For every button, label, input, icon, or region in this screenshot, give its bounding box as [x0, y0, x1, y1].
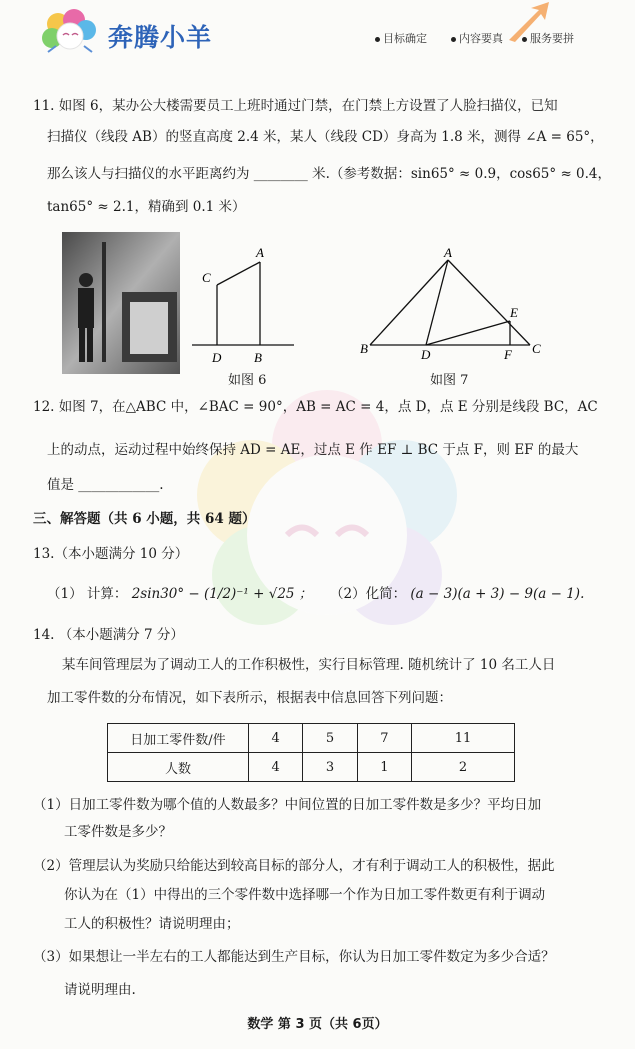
q14-p3-line-1: （3）如果想让一半左右的工人都能达到生产目标，你认为日加工零件数定为多少合适？: [33, 949, 555, 965]
fig7-label-c: C: [532, 341, 541, 356]
q13-part2: [330, 585, 584, 603]
table-cell: 3: [303, 753, 357, 782]
q14-p2-line-3: 工人的积极性？请说明理由；: [64, 916, 240, 932]
header-tag-3: 服务要拼: [522, 30, 574, 46]
q13-title: 13.（本小题满分 10 分）: [33, 546, 189, 562]
table-cell: 日加工零件数/件: [108, 724, 249, 753]
table-cell: 7: [357, 724, 411, 753]
fig6-label-c: C: [202, 270, 211, 285]
table-cell: 5: [303, 724, 357, 753]
q14-p1-line-2: 工零件数是多少？: [64, 824, 172, 840]
figure-7-diagram: [358, 245, 548, 360]
table-cell: 2: [412, 753, 515, 782]
q13-part2-expr: (a − 3)(a + 3) − 9(a − 1).: [410, 586, 585, 602]
table-cell: 11: [412, 724, 515, 753]
section-3-heading: 三、解答题（共 6 小题，共 64 题）: [33, 511, 256, 527]
q14-title: 14. （本小题满分 7 分）: [33, 627, 184, 643]
q11-line-1: 11. 如图 6，某办公大楼需要员工上班时通过门禁，在门禁上方设置了人脸扫描仪，已知: [33, 98, 558, 114]
q11-line-2: 扫描仪（线段 AB）的竖直高度 2.4 米，某人（线段 CD）身高为 1.8 米，测得 ∠A = 65°，: [47, 129, 604, 145]
q12-line-2: 上的动点，运动过程中始终保持 AD = AE，过点 E 作 EF ⊥ BC 于点 F，则 EF 的最大: [47, 442, 579, 458]
table-cell: 1: [357, 753, 411, 782]
header-tag-1: 目标确定: [375, 30, 427, 46]
q12-line-1: 12. 如图 7，在△ABC 中，∠BAC = 90°，AB = AC = 4，点 D，点 E 分别是线段 BC，AC: [33, 399, 598, 415]
page-footer: 数学 第 3 页（共 6页）: [247, 1017, 388, 1032]
q13-part1-expr: 2sin30° − (1/2)⁻¹ + √25 ；: [131, 586, 313, 602]
q14-p3-line-2: 请说明理由.: [64, 982, 136, 998]
fig7-label-f: F: [504, 347, 512, 360]
q11-line-4: tan65° ≈ 2.1，精确到 0.1 米）: [47, 199, 246, 215]
q12-line-3: 值是 ____________.: [47, 477, 164, 493]
watermark-logo: [182, 385, 472, 675]
arrow-icon: [505, 0, 555, 44]
table-cell: 人数: [108, 753, 249, 782]
fig7-label-e: E: [510, 305, 518, 320]
bullet-icon: [451, 37, 456, 42]
header-tag-2: 内容要真: [451, 30, 503, 46]
brand-logo: [38, 8, 104, 56]
table-row: [108, 724, 515, 753]
table-cell: 4: [249, 753, 303, 782]
figure-7-caption: 如图 7: [430, 373, 469, 388]
q14-p1-line-1: （1）日加工零件数为哪个值的人数最多？中间位置的日加工零件数是多少？平均日加: [33, 797, 542, 813]
q13-part2-label: （2）化简：: [330, 586, 407, 602]
figure-6-photo: [62, 232, 180, 374]
figure-6-caption: 如图 6: [228, 373, 267, 388]
fig6-label-a: A: [256, 245, 264, 260]
bullet-icon: [375, 37, 380, 42]
table-row: [108, 753, 515, 782]
fig6-label-d: D: [212, 350, 222, 365]
q14-intro-2: 加工零件数的分布情况，如下表所示，根据表中信息回答下列问题：: [47, 690, 452, 706]
q13-part1: [47, 585, 312, 603]
q14-p2-line-1: （2）管理层认为奖励只给能达到较高目标的部分人，才有利于调动工人的积极性，据此: [33, 858, 555, 874]
fig7-label-b: B: [360, 341, 368, 356]
figure-6-diagram: [190, 240, 300, 370]
q14-p2-line-2: 你认为在（1）中得出的三个零件数中选择哪一个作为日加工零件数更有利于调动: [64, 887, 546, 903]
table-cell: 4: [249, 724, 303, 753]
fig7-label-a: A: [444, 245, 452, 260]
fig7-label-d: D: [421, 347, 431, 360]
brand-name: 奔腾小羊: [108, 23, 213, 52]
q14-intro-1: 某车间管理层为了调动工人的工作积极性，实行目标管理. 随机统计了 10 名工人日: [62, 657, 556, 673]
q13-part1-label: （1） 计算：: [47, 586, 128, 602]
fig6-label-b: B: [254, 350, 262, 365]
q11-line-3: 那么该人与扫描仪的水平距离约为 ________ 米.（参考数据：sin65° ≈ 0.9，cos65° ≈ 0.4，: [47, 166, 612, 182]
q14-data-table: [107, 723, 515, 782]
